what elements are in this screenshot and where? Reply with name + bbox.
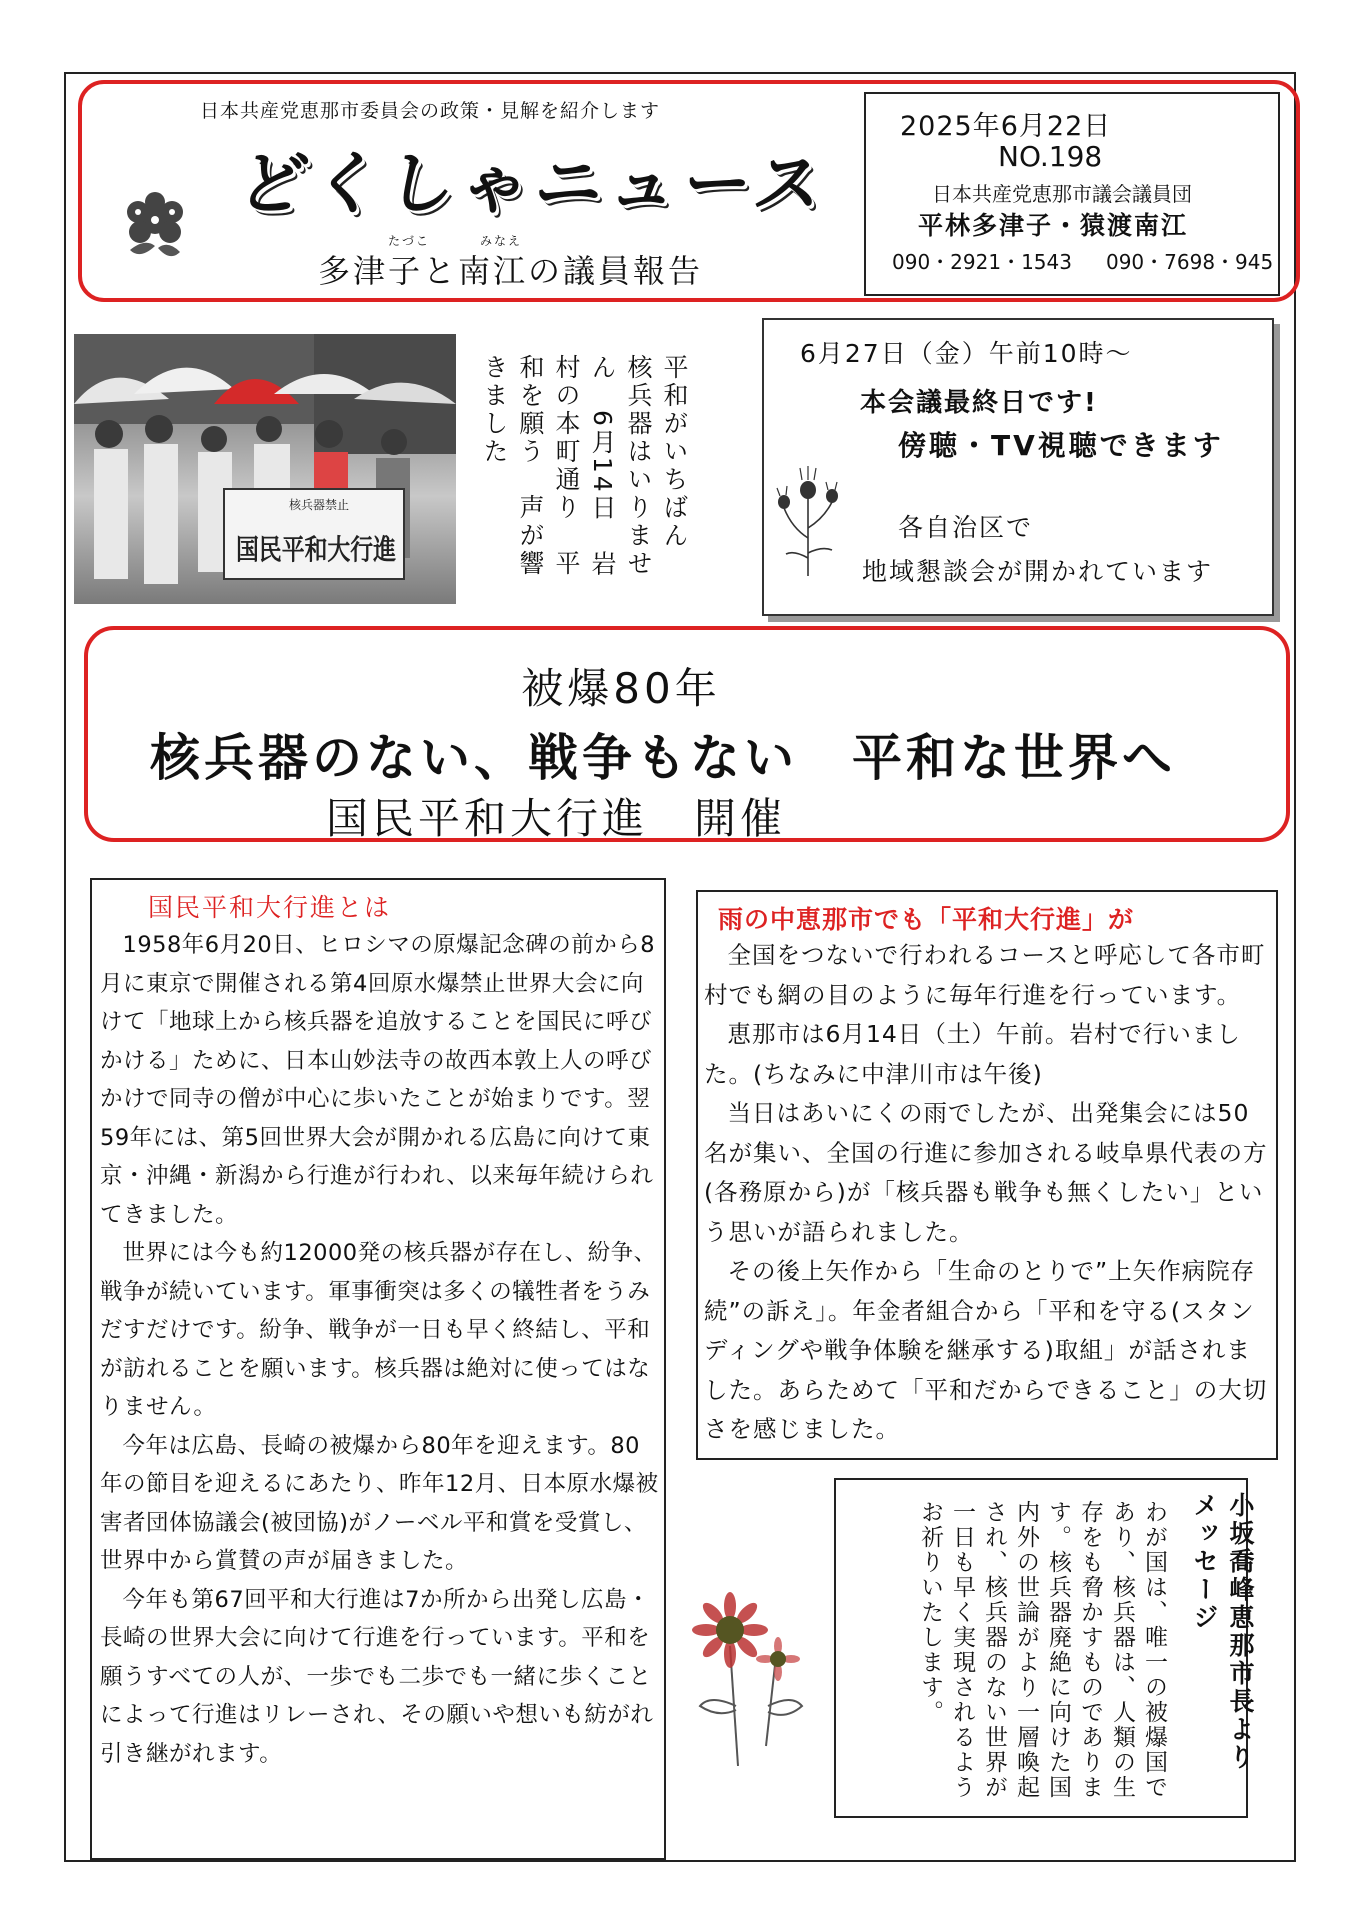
headline-main: 核兵器のない、戦争もない 平和な世界へ xyxy=(150,729,1176,787)
article-right-paragraph: 全国をつないで行われるコースと呼応して各市町村でも網の目のように毎年行進を行っています。 xyxy=(704,941,1266,1009)
masthead-title: どくしゃニュース xyxy=(233,145,834,224)
article-right-body xyxy=(704,936,1270,1450)
organization-name: 日本共産党恵那市議会議員団 xyxy=(932,182,1192,206)
article-right-paragraph: 恵那市は6月14日（土）午前。岩村で行いました。(ちなみに中津川市は午後) xyxy=(704,1020,1241,1088)
banner-large-text: 国民平和大行進 xyxy=(236,533,396,566)
notice-date: 6月27日（金）午前10時～ xyxy=(800,339,1133,368)
notice-meetings: 地域懇談会が開かれています xyxy=(862,557,1214,586)
article-left-paragraph: 世界には今も約12000発の核兵器が存在し、紛争、戦争が続いています。軍事衝突は多くの犠牲者をうみだすだけです。紛争、戦争が一日も早く終結し、平和が訪れることを願います。核兵器は絶対に使ってはなりません。 xyxy=(100,1240,657,1420)
notice-districts: 各自治区で xyxy=(898,513,1034,542)
article-right-paragraph: 当日はあいにくの雨でしたが、出発集会には50名が集い、全国の行進に参加される岐阜県代表の方(各務原から)が「核兵器も戦争も無くしたい」という思いが語られました。 xyxy=(704,1099,1268,1246)
article-left-paragraph: 1958年6月20日、ヒロシマの原爆記念碑の前から8月に東京で開催される第4回原水爆禁止世界大会に向けて「地球上から核兵器を追放することを国民に呼びかける」ために、日本山妙法寺の故西本敦上人の呼びかけで同寺の僧が中心に歩いたことが始まりです。翌59年には、第5回世界大会が開かれる広島に向けて東京・沖縄・新潟から行進が行われ、以来毎年続けられてきました。 xyxy=(100,932,656,1228)
issue-number: NO.198 xyxy=(998,140,1103,173)
notice-viewing: 傍聴・TV視聴できます xyxy=(898,429,1224,462)
phone-minae: 090・7698・945 xyxy=(1105,250,1274,274)
mayor-message-body: わが国は、唯一の被爆国であり、核兵器は、人類の生存をも脅かすものであります。核兵器廃絶に向けた国内外の世論がより一層喚起され、核兵器のない世界が一日も早く実現されるようお祈りいたします。 xyxy=(917,1500,1167,1800)
notice-session: 本会議最終日です! xyxy=(860,388,1098,418)
sunflower-icon xyxy=(680,1576,816,1766)
peace-march-photo xyxy=(74,334,456,604)
hydrangea-icon xyxy=(110,180,200,270)
headline-sub: 国民平和大行進 開催 xyxy=(326,794,787,843)
phone-numbers xyxy=(892,246,1273,275)
furigana-minae: みなえ xyxy=(480,234,523,248)
photo-caption: 平和がいちばん 核兵器はいりません 6月14日 岩村の本町通り 平和を願う 声が響きました xyxy=(480,354,689,579)
article-left-title: 国民平和大行進とは xyxy=(148,893,392,922)
article-left-body xyxy=(100,926,660,1773)
phone-tazuko: 090・2921・1543 xyxy=(892,250,1072,274)
article-left-paragraph: 今年も第67回平和大行進は7か所から出発し広島・長崎の世界大会に向けて行進を行っています。平和を願うすべての人が、一歩でも二歩でも一緒に歩くことによって行進はリレーされ、その願いや想いも紡がれ引き継がれます。 xyxy=(100,1586,654,1767)
furigana-tazuko: たづこ xyxy=(388,234,431,248)
article-right-paragraph: その後上矢作から「生命のとりで”上矢作病院存続”の訴え」。年金者組合から「平和を守る(スタンディングや戦争体験を継承する)取組」が話されました。あらためて「平和だからできること」の大切さを感じました。 xyxy=(704,1257,1268,1443)
article-right-title: 雨の中恵那市でも「平和大行進」が xyxy=(718,905,1135,934)
thistle-icon xyxy=(772,458,844,576)
council-member-names: 平林多津子・猿渡南江 xyxy=(918,211,1189,240)
mayor-message-title: 小坂喬峰恵那市長より メッセージ xyxy=(1190,1492,1255,1800)
banner-small-text: 核兵器禁止 xyxy=(289,498,350,512)
article-left-paragraph: 今年は広島、長崎の被爆から80年を迎えます。80年の節目を迎えるにあたり、昨年12月、日本原水爆被害者団体協議会(被団協)がノーベル平和賞を受賞し、世界中から賞賛の声が届きました。 xyxy=(100,1432,659,1574)
headline-kicker: 被爆80年 xyxy=(521,664,721,713)
tagline: 日本共産党恵那市委員会の政策・見解を紹介します xyxy=(200,100,661,122)
subtitle: 多津子と南江の議員報告 xyxy=(318,252,704,290)
issue-date: 2025年6月22日 xyxy=(900,111,1112,142)
